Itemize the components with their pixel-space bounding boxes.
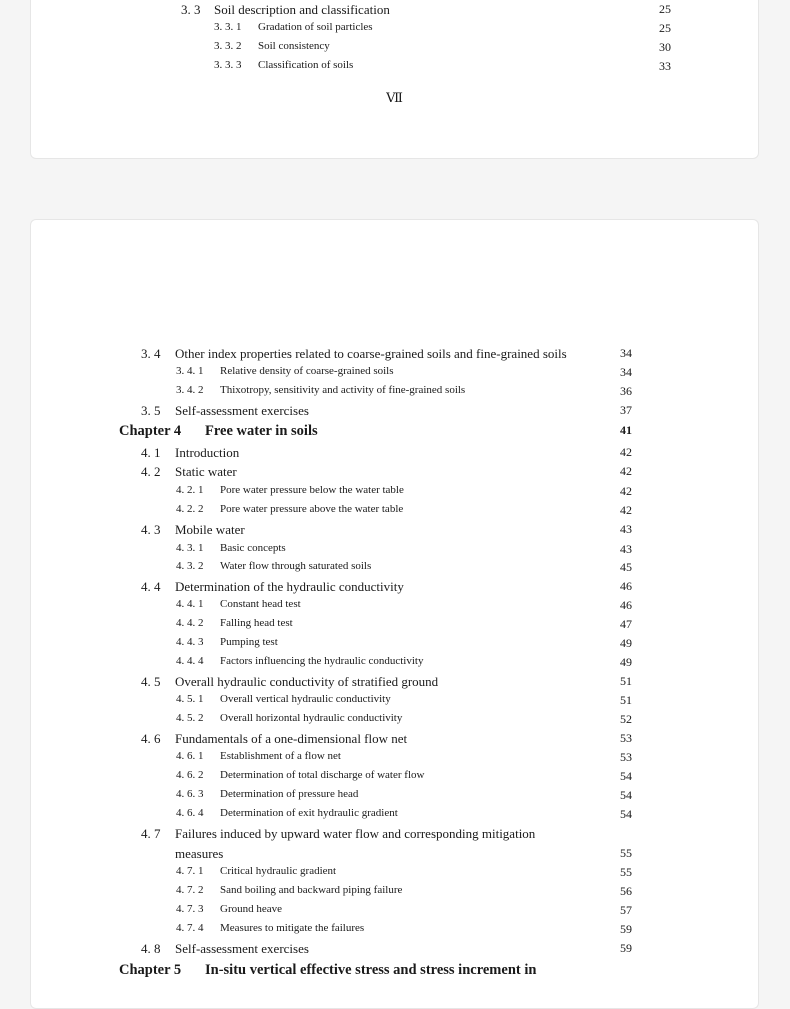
toc-entry-number: 4. 7. 1 [176,865,204,877]
toc-entry-title: Pore water pressure above the water table [220,503,404,515]
toc-entry-number: 3. 4 [141,346,161,361]
toc-entry-number: 4. 7. 2 [176,884,204,896]
toc-entry-number: 4. 8 [141,941,161,956]
toc-entry-title: Sand boiling and backward piping failure [220,884,403,896]
toc-entry-title: Thixotropy, sensitivity and activity of fine-grained soils [220,384,466,396]
toc-subsection-entry [31,636,758,655]
toc-entry-title: Overall vertical hydraulic conductivity [220,693,391,705]
toc-entry-number: 4. 7. 3 [176,903,204,915]
toc-entry-title: Falling head test [220,617,293,629]
toc-entry-page-number: 49 [620,655,632,669]
toc-entry-title: Mobile water [175,522,245,537]
toc-entry-title: In-situ vertical effective stress and stress increment in [205,962,537,978]
toc-entry-page-number: 33 [659,59,671,73]
toc-subsection-entry [31,598,758,617]
toc-entry-title: Determination of the hydraulic conductivity [175,579,404,594]
toc-subsection-entry [31,384,758,403]
toc-entry-title: Water flow through saturated soils [220,560,372,572]
toc-entry-page-number: 30 [659,40,671,54]
toc-section-entry [31,731,758,750]
toc-entry-title: Pore water pressure below the water table [220,484,404,496]
toc-entry-page-number: 47 [620,617,632,631]
toc-entry-title: Constant head test [220,598,301,610]
toc-entry-number: 4. 3. 1 [176,542,204,554]
toc-page-lower [30,219,759,1009]
toc-entry-title: Overall horizontal hydraulic conductivity [220,712,403,724]
toc-entry-page-number: 55 [620,846,632,860]
toc-entry-title: Factors influencing the hydraulic conductivity [220,655,424,667]
toc-entry-number: 4. 3 [141,522,161,537]
toc-entry-title: Self-assessment exercises [175,941,309,956]
toc-entry-page-number: 42 [620,464,632,478]
toc-subsection-entry [31,40,758,59]
toc-entry-page-number: 42 [620,503,632,517]
toc-section-entry [31,346,758,365]
toc-entry-number: 4. 6. 3 [176,788,204,800]
toc-chapter-entry [31,423,758,445]
toc-subsection-entry [31,807,758,826]
toc-entry-number: 3. 3. 1 [214,21,242,33]
toc-section-entry [31,846,758,865]
toc-section-entry [31,826,758,845]
toc-section-entry [31,403,758,422]
toc-entry-page-number: 46 [620,598,632,612]
toc-subsection-entry [31,884,758,903]
toc-entry-number: 4. 6. 2 [176,769,204,781]
toc-entry-title: Basic concepts [220,542,286,554]
toc-entry-title: Introduction [175,445,240,460]
toc-entry-page-number: 43 [620,522,632,536]
toc-entry-title: measures [175,846,224,861]
toc-entry-page-number: 52 [620,712,632,726]
toc-subsection-entry [31,693,758,712]
toc-entry-title: Determination of total discharge of water flow [220,769,425,781]
toc-entry-number: 4. 4 [141,579,161,594]
toc-entry-number: 3. 3 [181,2,201,17]
toc-entry-page-number: 36 [620,384,632,398]
toc-entry-page-number: 53 [620,731,632,745]
toc-entry-page-number: 25 [659,2,671,16]
toc-entry-title: Fundamentals of a one-dimensional flow net [175,731,408,746]
toc-entry-title: Failures induced by upward water flow and corresponding mitigation [175,826,536,841]
toc-entry-number: 4. 4. 2 [176,617,204,629]
toc-entry-number: 4. 4. 3 [176,636,204,648]
toc-entry-page-number: 42 [620,445,632,459]
toc-entry-title: Gradation of soil particles [258,21,373,33]
toc-entry-title: Static water [175,464,237,479]
toc-entry-page-number: 55 [620,865,632,879]
toc-chapter-entry [31,962,758,984]
toc-entry-page-number: 42 [620,484,632,498]
toc-subsection-entry [31,503,758,522]
toc-subsection-entry [31,484,758,503]
toc-entry-number: Chapter 5 [119,962,182,978]
toc-entry-number: 3. 3. 3 [214,59,242,71]
toc-entry-number: 4. 5. 1 [176,693,204,705]
toc-entry-number: 4. 4. 1 [176,598,204,610]
toc-section-entry [31,464,758,483]
toc-entry-title: Relative density of coarse-grained soils [220,365,394,377]
toc-subsection-entry [31,560,758,579]
toc-section-entry [31,2,758,21]
toc-entry-number: 4. 6. 1 [176,750,204,762]
toc-entry-title: Soil description and classification [214,2,390,17]
toc-entry-number: 4. 3. 2 [176,560,204,572]
toc-entry-title: Free water in soils [205,423,318,439]
toc-entry-title: Classification of soils [258,59,354,71]
page-number-roman: Ⅶ [386,90,403,105]
toc-entry-page-number: 43 [620,542,632,556]
toc-entry-title: Critical hydraulic gradient [220,865,337,877]
toc-entry-page-number: 54 [620,769,632,783]
toc-entry-title: Ground heave [220,903,283,915]
toc-entry-number: 4. 5 [141,674,161,689]
toc-entry-page-number: 34 [620,365,632,379]
toc-entry-page-number: 25 [659,21,671,35]
toc-entry-page-number: 37 [620,403,632,417]
toc-entry-title: Soil consistency [258,40,330,52]
toc-entry-number: 4. 2. 2 [176,503,204,515]
toc-entry-number: 4. 6 [141,731,161,746]
toc-entry-page-number: 53 [620,750,632,764]
toc-entry-number: 3. 3. 2 [214,40,242,52]
toc-entry-number: 4. 7 [141,826,161,841]
toc-entry-number: 3. 5 [141,403,161,418]
toc-entry-title: Measures to mitigate the failures [220,922,365,934]
toc-subsection-entry [31,712,758,731]
toc-entry-page-number: 54 [620,807,632,821]
toc-entry-title: Other index properties related to coarse-grained soils and fine-grained soils [175,346,567,361]
toc-entry-number: 4. 4. 4 [176,655,204,667]
toc-subsection-entry [31,365,758,384]
toc-entry-title: Establishment of a flow net [220,750,341,762]
toc-section-entry [31,445,758,464]
toc-entry-number: 4. 1 [141,445,161,460]
toc-entry-title: Determination of pressure head [220,788,359,800]
toc-entry-page-number: 51 [620,693,632,707]
toc-entry-page-number: 46 [620,579,632,593]
toc-subsection-entry [31,865,758,884]
toc-entry-number: 3. 4. 2 [176,384,204,396]
toc-subsection-entry [31,788,758,807]
toc-entry-number: Chapter 4 [119,423,182,439]
toc-subsection-entry [31,21,758,40]
toc-section-entry [31,941,758,960]
toc-entry-number: 3. 4. 1 [176,365,204,377]
toc-entry-number: 4. 2 [141,464,161,479]
toc-section-entry [31,522,758,541]
toc-entry-title: Determination of exit hydraulic gradient [220,807,398,819]
toc-entry-number: 4. 6. 4 [176,807,204,819]
toc-entry-title: Self-assessment exercises [175,403,309,418]
toc-subsection-entry [31,922,758,941]
toc-entry-title: Pumping test [220,636,278,648]
toc-page-upper [30,0,759,159]
toc-entry-page-number: 49 [620,636,632,650]
toc-subsection-entry [31,617,758,636]
toc-subsection-entry [31,59,758,78]
toc-entry-page-number: 51 [620,674,632,688]
toc-subsection-entry [31,542,758,561]
toc-subsection-entry [31,750,758,769]
toc-entry-page-number: 54 [620,788,632,802]
toc-entry-page-number: 34 [620,346,632,360]
toc-subsection-entry [31,655,758,674]
toc-entry-page-number: 41 [620,423,632,437]
toc-entry-page-number: 45 [620,560,632,574]
toc-entry-page-number: 56 [620,884,632,898]
toc-section-entry [31,579,758,598]
toc-entry-number: 4. 2. 1 [176,484,204,496]
toc-entry-number: 4. 5. 2 [176,712,204,724]
toc-entry-page-number: 57 [620,903,632,917]
toc-entry-page-number: 59 [620,941,632,955]
toc-entry-page-number: 59 [620,922,632,936]
toc-subsection-entry [31,903,758,922]
toc-entry-number: 4. 7. 4 [176,922,204,934]
toc-subsection-entry [31,769,758,788]
toc-section-entry [31,674,758,693]
toc-entry-title: Overall hydraulic conductivity of stratified ground [175,674,439,689]
